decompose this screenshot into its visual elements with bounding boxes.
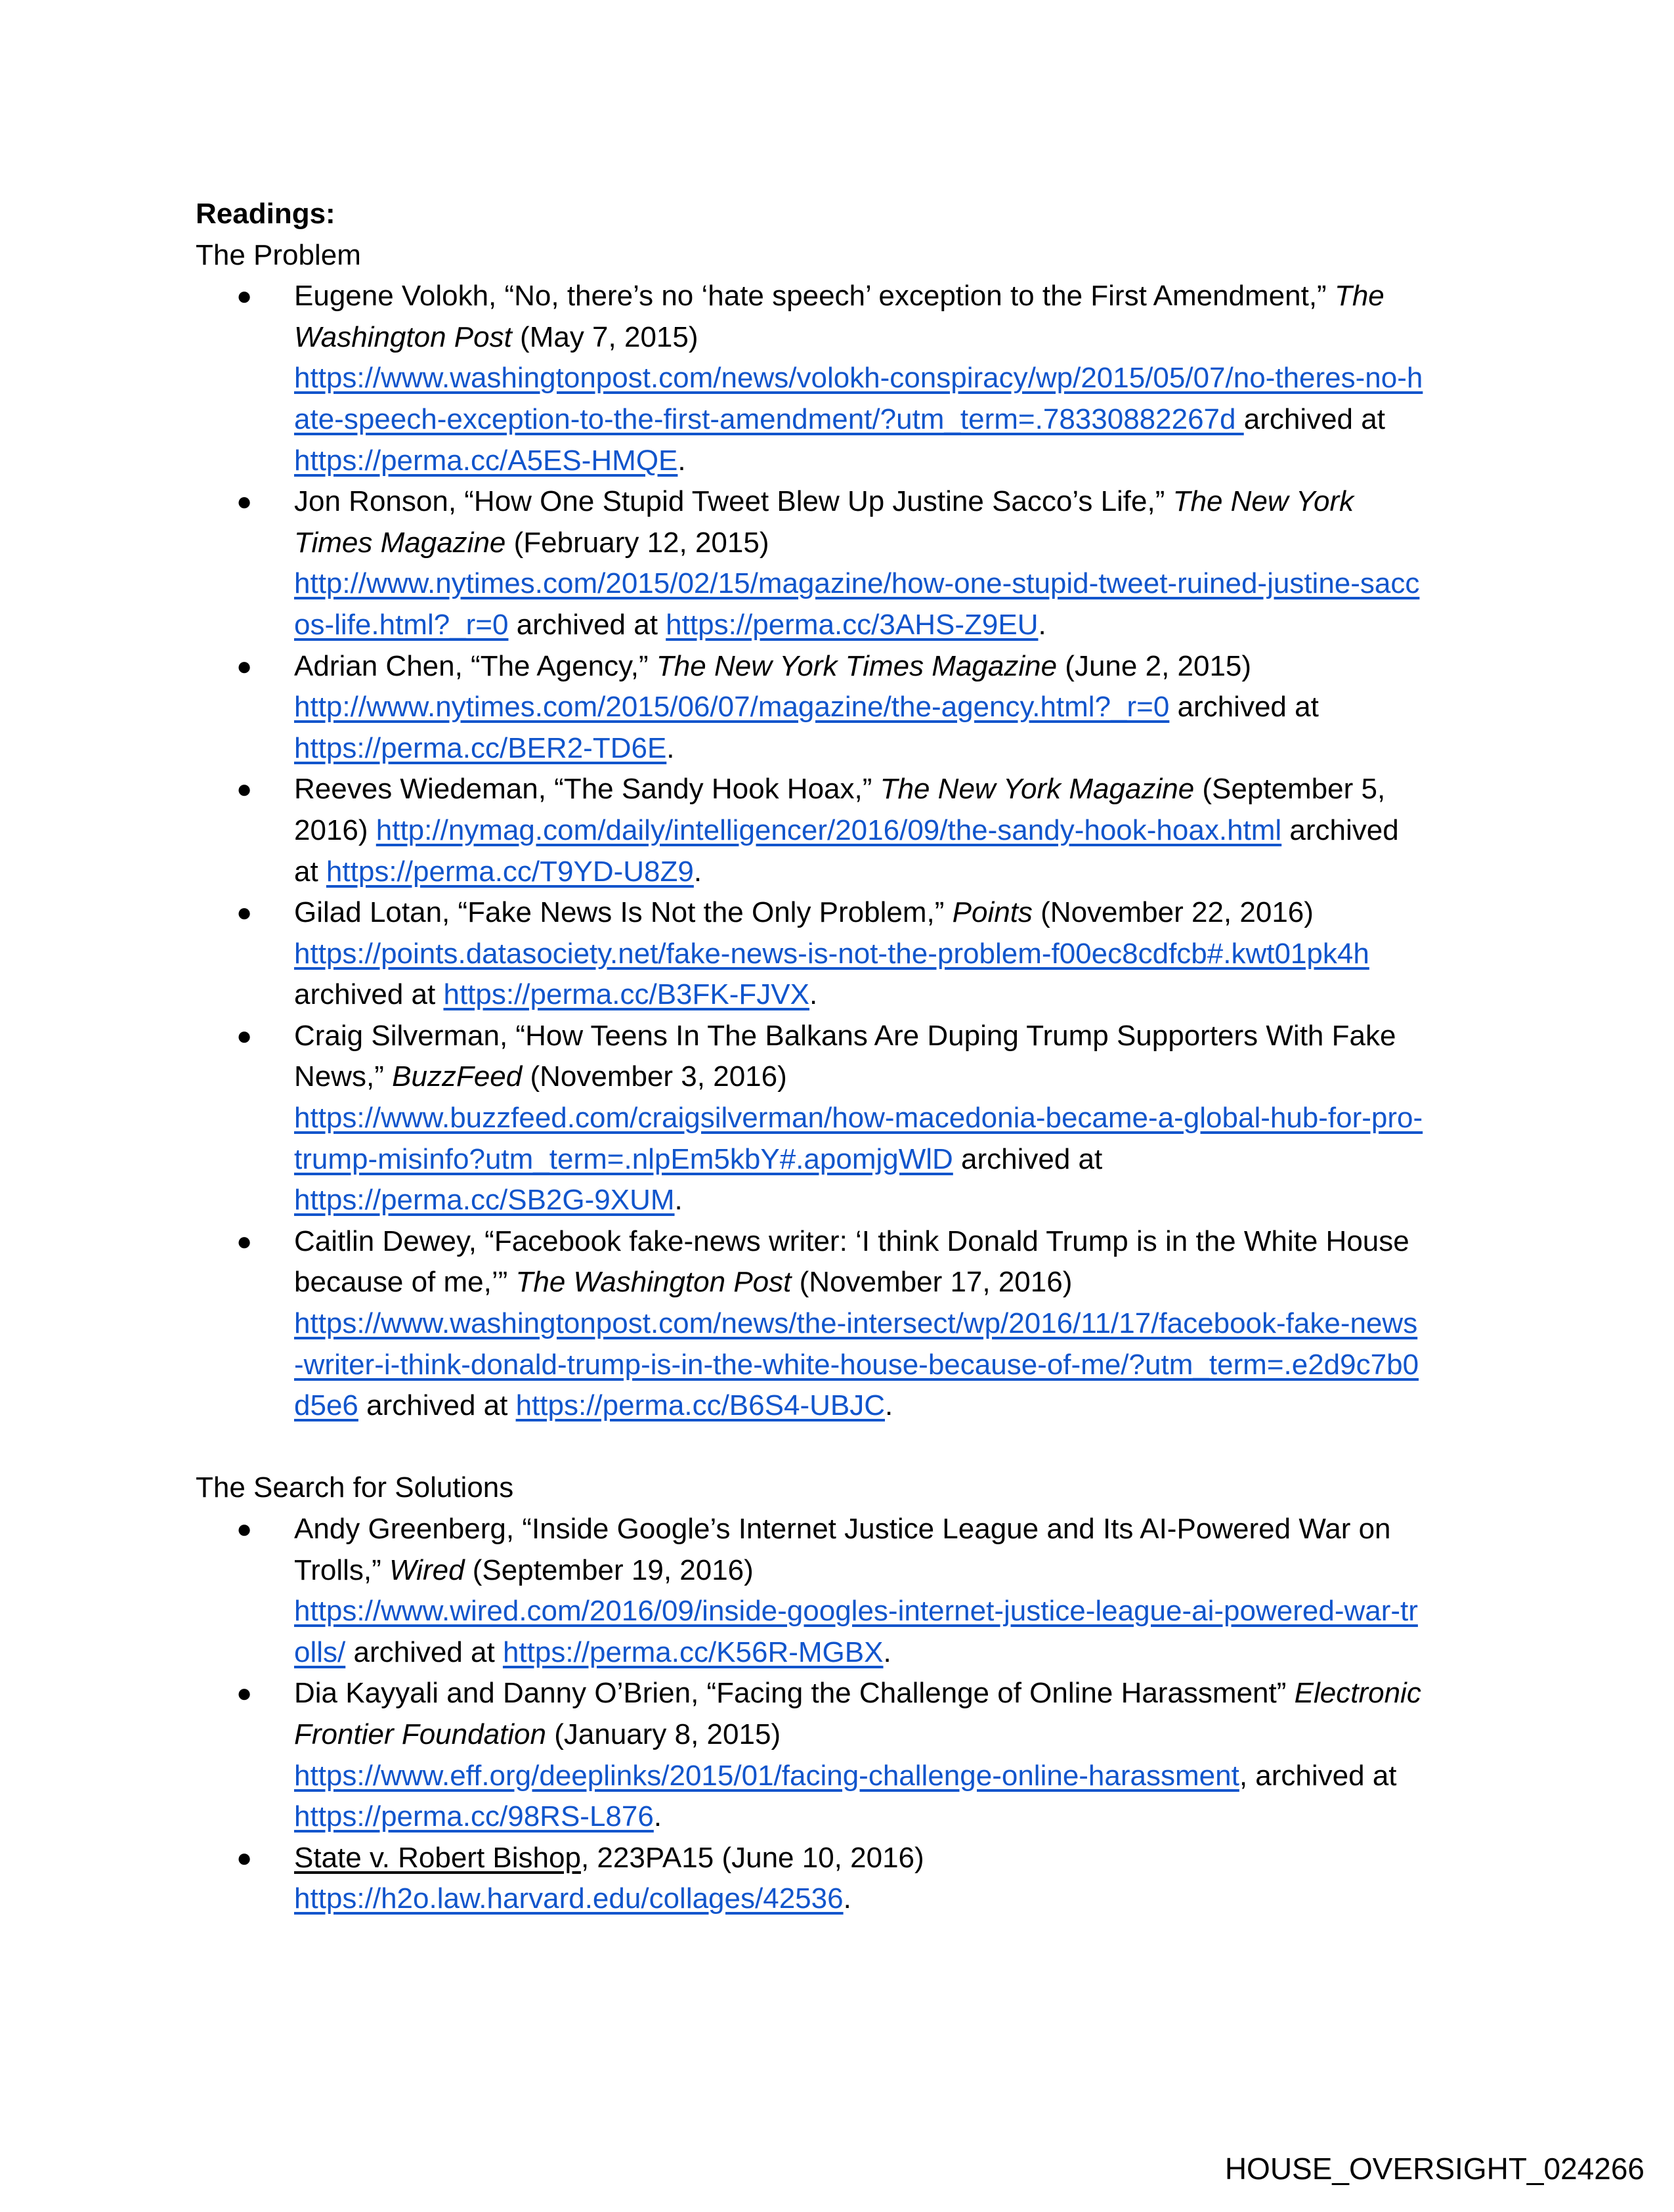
citation-text: (September 5, (1194, 773, 1386, 806)
bullet-icon: ● (236, 487, 253, 517)
citation-line (294, 892, 1482, 934)
citation-link[interactable]: http://nymag.com/daily/intelligencer/2016/09/the-sandy-hook-hoax.html (376, 813, 1282, 846)
list-item (196, 892, 1482, 1016)
citation-line (294, 1303, 1482, 1345)
citation-line (294, 399, 1482, 441)
citation-text: (February 12, 2015) (505, 526, 769, 559)
citation-link[interactable]: https://www.buzzfeed.com/craigsilverman/how-macedonia-became-a-global-hub-for-pro- (294, 1102, 1423, 1135)
list-item (196, 1509, 1482, 1673)
citation-line (294, 1796, 1482, 1838)
bullet-icon: ● (236, 282, 253, 311)
citation-text: . (666, 731, 675, 764)
citation-text: (May 7, 2015) (511, 320, 698, 353)
citation-text: Reeves Wiedeman, “The Sandy Hook Hoax,” (294, 773, 880, 806)
section-gap (196, 1427, 1482, 1468)
bullet-icon: ● (236, 1515, 253, 1544)
citation-line (294, 934, 1482, 975)
citation-line (294, 1139, 1482, 1181)
publication-title: Points (952, 896, 1033, 929)
citation-line (294, 728, 1482, 770)
bates-number: HOUSE_OVERSIGHT_024266 (1224, 2152, 1644, 2186)
citation-text: . (674, 1184, 683, 1217)
citation-link[interactable]: trump-misinfo?utm_term=.nlpEm5kbY#.apomjgWlD (294, 1142, 953, 1175)
citation-text: , 223PA15 (June 10, 2016) (580, 1841, 924, 1874)
citation-line (294, 1673, 1482, 1714)
publication-title: Electronic (1294, 1677, 1421, 1710)
citation-text: Trolls,” (294, 1553, 390, 1586)
publication-title: The New York (1172, 485, 1354, 518)
citation-link[interactable]: -writer-i-think-donald-trump-is-in-the-white-house-because-of-me/?utm_term=.e2d9c7b0 (294, 1348, 1419, 1381)
bullet-icon: ● (236, 898, 253, 928)
citation-link[interactable]: http://www.nytimes.com/2015/02/15/magazine/how-one-stupid-tweet-ruined-justine-sacc (294, 567, 1420, 600)
list-item (196, 481, 1482, 645)
list-item (196, 1016, 1482, 1221)
citation-text: archived (1281, 813, 1399, 846)
readings-heading: Readings: (196, 198, 335, 230)
citation-line (294, 687, 1482, 728)
citation-line (294, 276, 1482, 317)
citation-link[interactable]: https://points.datasociety.net/fake-news-is-not-the-problem-f00ec8cdfcb#.kwt01pk4h (294, 937, 1369, 970)
citation-line (294, 1098, 1482, 1139)
citation-line (294, 481, 1482, 523)
citation-link[interactable]: https://perma.cc/3AHS-Z9EU (666, 608, 1039, 641)
document-body (196, 194, 1482, 1920)
citation-text: . (883, 1636, 891, 1668)
bullet-icon: ● (236, 1021, 253, 1051)
section-title-solutions: The Search for Solutions (196, 1471, 514, 1504)
citation-text: because of me,’” (294, 1266, 516, 1299)
bullet-icon: ● (236, 1226, 253, 1256)
bullet-icon: ● (236, 1679, 253, 1708)
citation-text: . (809, 978, 818, 1011)
citation-line (294, 1180, 1482, 1221)
citation-line (294, 563, 1482, 605)
citation-text: archived at (358, 1389, 516, 1422)
citation-text: (November 3, 2016) (522, 1060, 787, 1093)
citation-text: (November 17, 2016) (791, 1266, 1073, 1299)
citation-line (294, 1345, 1482, 1386)
citation-text: Andy Greenberg, “Inside Google’s Internet Justice League and Its AI-Powered War on (294, 1513, 1391, 1545)
citation-text: archived at (345, 1636, 503, 1668)
reading-list-solutions (196, 1509, 1482, 1920)
list-item (196, 646, 1482, 770)
citation-line (294, 605, 1482, 646)
citation-link[interactable]: https://www.eff.org/deeplinks/2015/01/facing-challenge-online-harassment (294, 1759, 1239, 1792)
citation-link[interactable]: olls/ (294, 1636, 346, 1668)
publication-title: Wired (389, 1553, 465, 1586)
citation-text: at (294, 855, 326, 888)
case-name: State v. Robert Bishop (294, 1841, 581, 1874)
list-item (196, 1838, 1482, 1920)
publication-title: The Washington Post (515, 1266, 792, 1299)
bullet-icon: ● (236, 775, 253, 804)
publication-title: The New York Magazine (880, 773, 1195, 806)
citation-line (294, 1221, 1482, 1263)
citation-link[interactable]: os-life.html?_r=0 (294, 608, 509, 641)
list-item (196, 1221, 1482, 1427)
citation-line (294, 1056, 1482, 1098)
citation-line (294, 317, 1482, 358)
citation-text: Dia Kayyali and Danny O’Brien, “Facing the Challenge of Online Harassment” (294, 1677, 1295, 1710)
citation-line (294, 1262, 1482, 1303)
citation-line (294, 1714, 1482, 1756)
citation-line (294, 1878, 1482, 1920)
citation-link[interactable]: https://perma.cc/BER2-TD6E (294, 731, 667, 764)
citation-line (294, 1591, 1482, 1632)
citation-text: . (677, 444, 686, 477)
citation-line (294, 441, 1482, 482)
citation-link[interactable]: https://perma.cc/B6S4-UBJC (515, 1389, 885, 1422)
citation-line (294, 1632, 1482, 1674)
publication-title: The New York Times Magazine (656, 649, 1058, 682)
bullet-icon: ● (236, 651, 253, 681)
citation-line (294, 1016, 1482, 1057)
citation-text: . (653, 1800, 662, 1833)
citation-text: (September 19, 2016) (464, 1553, 754, 1586)
citation-line (294, 523, 1482, 564)
citation-text: (June 2, 2015) (1057, 649, 1252, 682)
citation-line (294, 1385, 1482, 1427)
list-item (196, 276, 1482, 481)
citation-text: Jon Ronson, “How One Stupid Tweet Blew Up Justine Sacco’s Life,” (294, 485, 1173, 518)
citation-link[interactable]: https://perma.cc/B3FK-FJVX (443, 978, 809, 1011)
publication-title: Times Magazine (294, 526, 506, 559)
list-item (196, 769, 1482, 892)
citation-text: , archived at (1239, 1759, 1397, 1792)
citation-text: . (1038, 608, 1046, 641)
citation-text: Craig Silverman, “How Teens In The Balkans Are Duping Trump Supporters With Fake (294, 1019, 1396, 1052)
citation-text: (January 8, 2015) (546, 1718, 781, 1750)
publication-title: The (1334, 280, 1384, 313)
citation-text: 2016) (294, 813, 376, 846)
citation-line (294, 1756, 1482, 1797)
publication-title: Washington Post (294, 320, 512, 353)
bullet-icon: ● (236, 1843, 253, 1873)
reading-list-problem (196, 276, 1482, 1427)
citation-link[interactable]: https://perma.cc/98RS-L876 (294, 1800, 654, 1833)
citation-link[interactable]: https://perma.cc/A5ES-HMQE (294, 444, 678, 477)
citation-link[interactable]: https://www.wired.com/2016/09/inside-googles-internet-justice-league-ai-powered-war-tr (294, 1595, 1418, 1628)
citation-link[interactable]: http://www.nytimes.com/2015/06/07/magazine/the-agency.html?_r=0 (294, 691, 1170, 724)
citation-line (294, 810, 1482, 852)
citation-text: archived at (508, 608, 666, 641)
citation-line (294, 1509, 1482, 1550)
citation-line (294, 1838, 1482, 1879)
citation-line (294, 358, 1482, 399)
list-item (196, 1673, 1482, 1837)
citation-link[interactable]: https://www.washingtonpost.com/news/volokh-conspiracy/wp/2015/05/07/no-theres-no-h (294, 362, 1423, 395)
citation-text: archived at (953, 1142, 1103, 1175)
citation-link[interactable]: https://www.washingtonpost.com/news/the-intersect/wp/2016/11/17/facebook-fake-news (294, 1307, 1418, 1340)
citation-line (294, 852, 1482, 893)
citation-line (294, 646, 1482, 687)
citation-line (294, 769, 1482, 810)
citation-text: archived at (1169, 691, 1319, 724)
section-title-problem: The Problem (196, 238, 361, 271)
citation-link[interactable]: https://perma.cc/K56R-MGBX (502, 1636, 884, 1668)
citation-link[interactable]: https://h2o.law.harvard.edu/collages/42536 (294, 1882, 844, 1915)
citation-text: . (843, 1882, 851, 1915)
publication-title: Frontier Foundation (294, 1718, 546, 1750)
citation-line (294, 974, 1482, 1016)
publication-title: BuzzFeed (392, 1060, 523, 1093)
citation-text: Eugene Volokh, “No, there’s no ‘hate speech’ exception to the First Amendment,” (294, 280, 1335, 313)
citation-link[interactable]: https://perma.cc/T9YD-U8Z9 (326, 855, 694, 888)
citation-text: . (693, 855, 702, 888)
citation-text: (November 22, 2016) (1032, 896, 1314, 929)
citation-text: Gilad Lotan, “Fake News Is Not the Only Problem,” (294, 896, 953, 929)
citation-link[interactable]: ate-speech-exception-to-the-first-amendment/?utm_term=.78330882267d (294, 402, 1244, 435)
citation-line (294, 1550, 1482, 1592)
citation-text: Adrian Chen, “The Agency,” (294, 649, 656, 682)
citation-text: Caitlin Dewey, “Facebook fake-news writer: ‘I think Donald Trump is in the White House (294, 1225, 1409, 1257)
citation-text: archived at (294, 978, 444, 1011)
citation-text: archived at (1243, 402, 1385, 435)
citation-text: News,” (294, 1060, 393, 1093)
citation-link[interactable]: https://perma.cc/SB2G-9XUM (294, 1184, 675, 1217)
citation-text: . (885, 1389, 893, 1422)
citation-link[interactable]: d5e6 (294, 1389, 358, 1422)
